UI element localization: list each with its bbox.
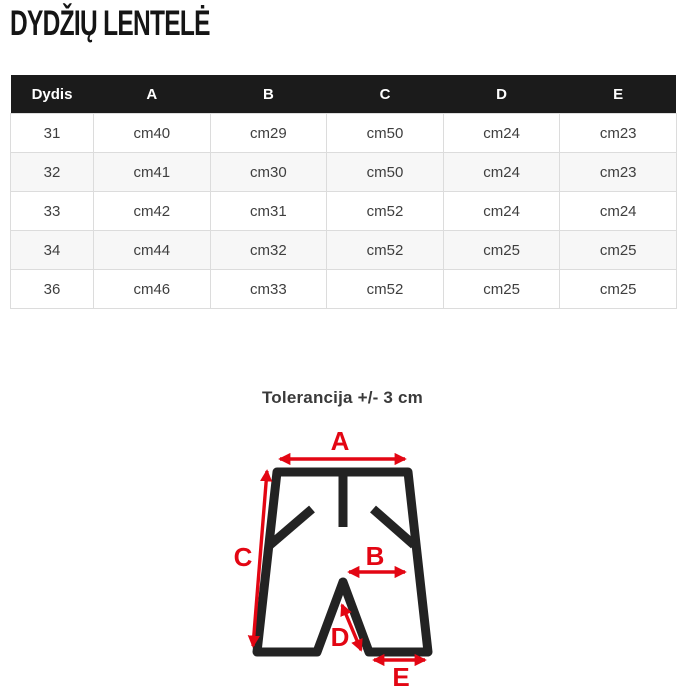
col-header-b: B (210, 75, 327, 114)
measure-cell: cm42 (94, 192, 211, 231)
col-header-c: C (327, 75, 444, 114)
measure-cell: cm24 (443, 114, 560, 153)
measure-cell: cm25 (443, 270, 560, 309)
measure-cell: cm25 (560, 231, 677, 270)
measure-label-e: E (392, 662, 410, 692)
measure-cell: cm24 (443, 153, 560, 192)
col-header-d: D (443, 75, 560, 114)
size-value: 32 (11, 153, 94, 192)
measure-cell: cm32 (210, 231, 327, 270)
measure-cell: cm23 (560, 114, 677, 153)
measure-label-c: C (233, 542, 253, 572)
measure-cell: cm46 (94, 270, 211, 309)
measure-cell: cm50 (327, 153, 444, 192)
measure-cell: cm25 (443, 231, 560, 270)
tolerance-note: Tolerancija +/- 3 cm (261, 388, 423, 407)
col-header-dydis: Dydis (11, 75, 94, 114)
size-value: 33 (11, 192, 94, 231)
measure-label-d: D (330, 622, 350, 652)
measure-cell: cm52 (327, 231, 444, 270)
measure-cell: cm40 (94, 114, 211, 153)
measure-cell: cm25 (560, 270, 677, 309)
measure-cell: cm52 (327, 192, 444, 231)
measure-cell: cm44 (94, 231, 211, 270)
size-value: 36 (11, 270, 94, 309)
measure-label-b: B (365, 541, 385, 571)
measure-label-a: A (330, 426, 350, 456)
measure-cell: cm24 (560, 192, 677, 231)
measure-cell: cm33 (210, 270, 327, 309)
col-header-e: E (560, 75, 677, 114)
size-value: 31 (11, 114, 94, 153)
measure-cell: cm31 (210, 192, 327, 231)
measure-cell: cm50 (327, 114, 444, 153)
measure-cell: cm52 (327, 270, 444, 309)
measure-cell: cm29 (210, 114, 327, 153)
size-value: 34 (11, 231, 94, 270)
measure-cell: cm30 (210, 153, 327, 192)
measure-cell: cm23 (560, 153, 677, 192)
page-title: DYDŽIŲ LENTELĖ (10, 4, 210, 43)
col-header-a: A (94, 75, 211, 114)
measure-cell: cm24 (443, 192, 560, 231)
measure-cell: cm41 (94, 153, 211, 192)
